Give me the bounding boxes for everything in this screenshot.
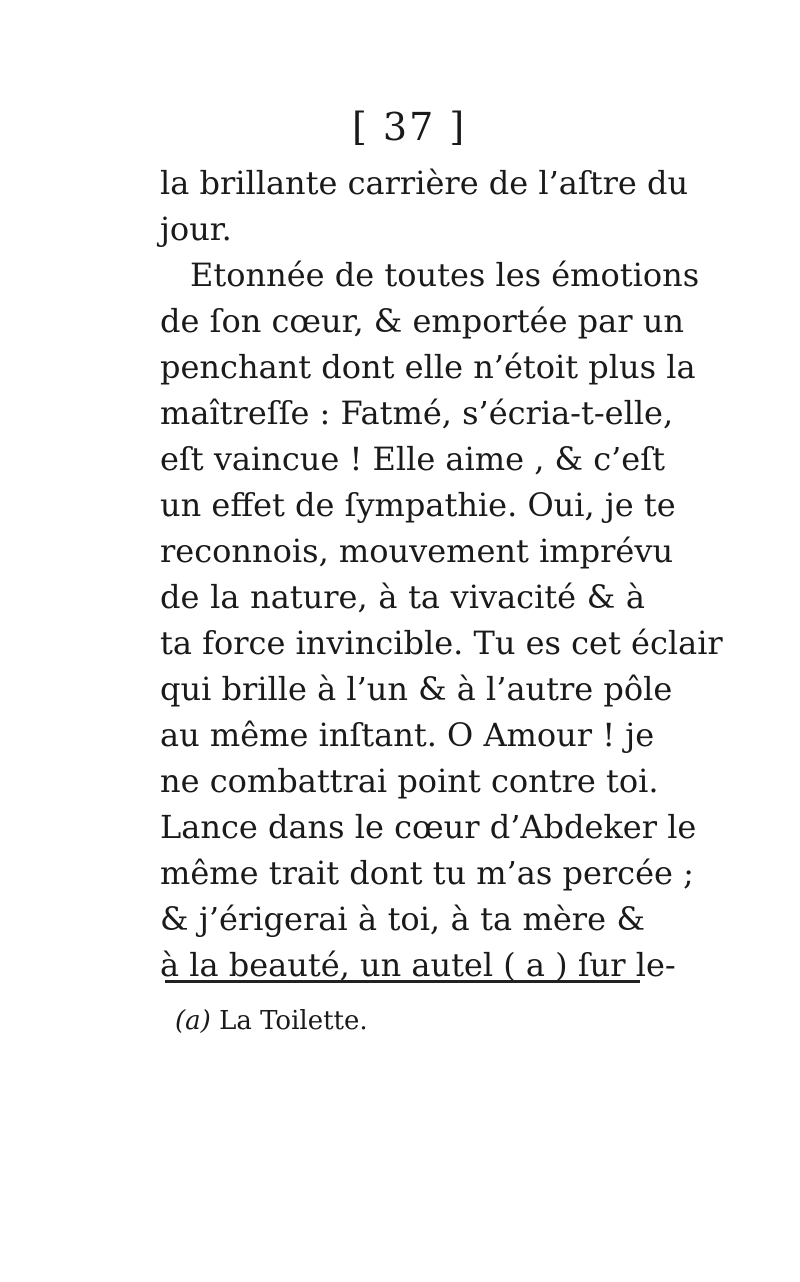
text-line: à la beauté, un autel ( a ) ſur le- xyxy=(160,946,676,984)
text-line: Lance dans le cœur d’Abdeker le xyxy=(160,808,697,846)
text-line: au même inſtant. O Amour ! je xyxy=(160,716,655,754)
page-number: [ 37 ] xyxy=(352,105,467,149)
text-line: jour. xyxy=(160,210,232,248)
text-line: même trait dont tu m’as percée ; xyxy=(160,854,694,892)
footnote xyxy=(175,1006,368,1037)
footnote-text: La Toilette. xyxy=(219,1006,368,1036)
text-line: eſt vaincue ! Elle aime , & c’eſt xyxy=(160,440,665,478)
text-line: la brillante carrière de l’aſtre du xyxy=(160,164,689,202)
text-line: un effet de ſympathie. Oui, je te xyxy=(160,486,676,524)
body-text xyxy=(160,160,723,988)
text-line: Etonnée de toutes les émotions xyxy=(190,256,700,294)
footnote-rule xyxy=(165,980,640,983)
text-line: penchant dont elle n’étoit plus la xyxy=(160,348,696,386)
text-line: de ſon cœur, & emportée par un xyxy=(160,302,684,340)
text-line: de la nature, à ta vivacité & à xyxy=(160,578,645,616)
text-line: qui brille à l’un & à l’autre pôle xyxy=(160,670,673,708)
text-line: & j’érigerai à toi, à ta mère & xyxy=(160,900,645,938)
text-line: ta force invincible. Tu es cet éclair xyxy=(160,624,723,662)
text-line: ne combattrai point contre toi. xyxy=(160,762,659,800)
text-line: maîtreſſe : Fatmé, s’écria-t-elle, xyxy=(160,394,674,432)
text-line: reconnois, mouvement imprévu xyxy=(160,532,674,570)
footnote-marker: (a) xyxy=(175,1006,211,1036)
